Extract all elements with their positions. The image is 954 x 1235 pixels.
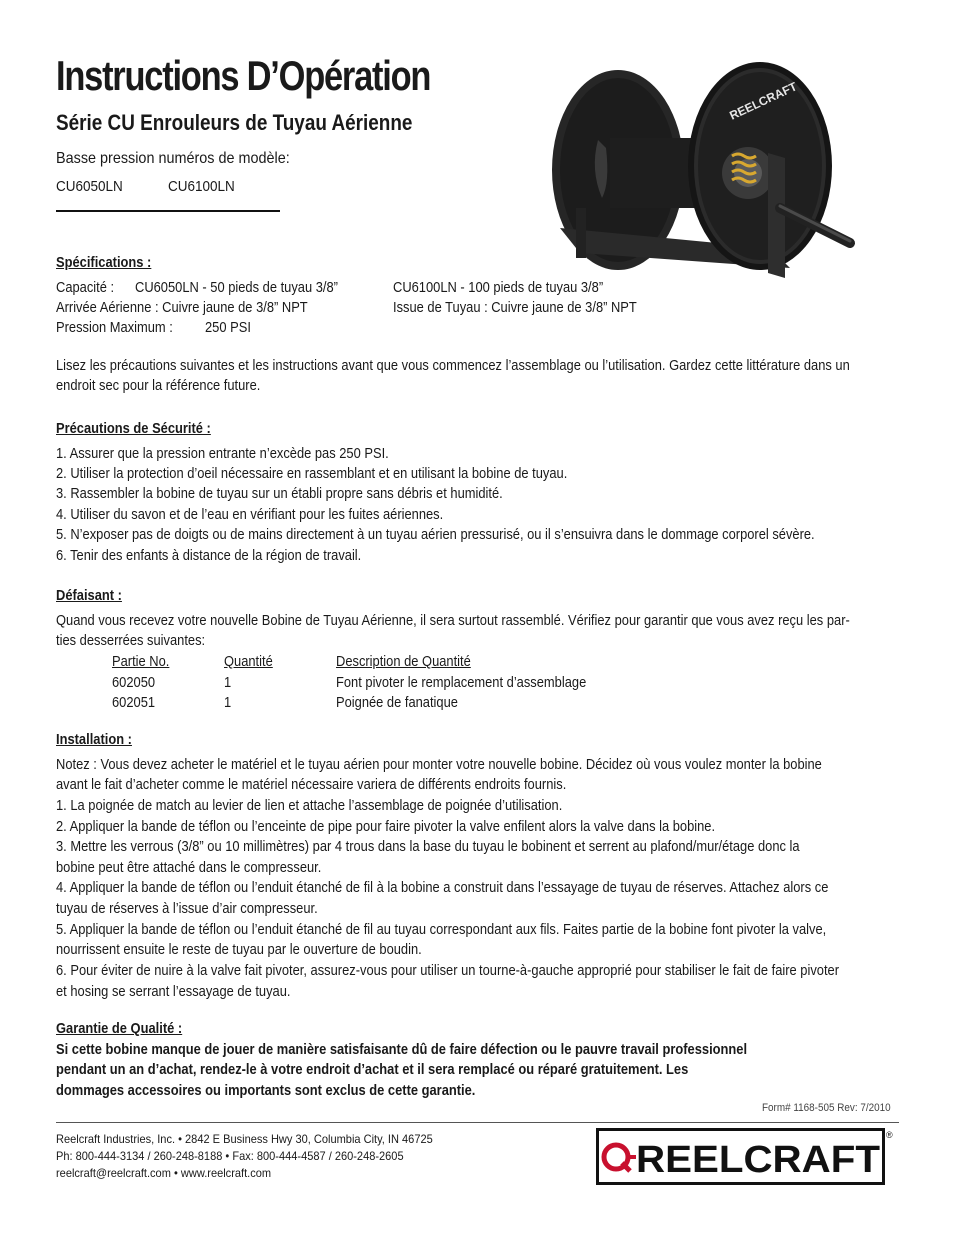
spec-pressure-value: 250 PSI [205,319,251,336]
safety-item: 6. Tenir des enfants à distance de la région de travail. [56,547,362,564]
models-label: Basse pression numéros de modèle: [56,150,290,167]
model-number: CU6050LN [56,178,123,195]
installation-line: nourrissent ensuite le reste de tuyau par le ouverture de boudin. [56,941,422,958]
spec-capacity-a: CU6050LN - 50 pieds de tuyau 3/8” [135,279,338,296]
installation-line: 1. La poignée de match au levier de lien et attache l’assemblage de poignée d’utilisation. [56,797,563,814]
title-divider [56,210,280,212]
page-subtitle: Série CU Enrouleurs de Tuyau Aérienne [56,110,413,135]
spec-outlet: Issue de Tuyau : Cuivre jaune de 3/8” NPT [393,299,637,316]
safety-item: 4. Utiliser du savon et de l’eau en vérifiant pour les fuites aériennes. [56,506,444,523]
spec-capacity-b: CU6100LN - 100 pieds de tuyau 3/8” [393,279,604,296]
parts-table-cell: 1 [224,674,232,691]
intro-line: endroit sec pour la référence future. [56,377,261,394]
spec-inlet: Arrivée Aérienne : Cuivre jaune de 3/8” NPT [56,299,308,316]
safety-item: 2. Utiliser la protection d’oeil nécessaire en rassemblant et en utilisant la bobine de tuyau. [56,465,568,482]
reel-brand-text: REELCRAFT [727,79,800,123]
parts-table-cell: 1 [224,694,232,711]
footer-web: reelcraft@reelcraft.com • www.reelcraft.com [56,1166,272,1180]
installation-line: 6. Pour éviter de nuire à la valve fait pivoter, assurez-vous pour utiliser un tourne-à-gauche approprié pour stabiliser le fait de faire pivoter [56,962,840,979]
registered-mark: ® [886,1130,893,1140]
parts-table-header: Quantité [224,653,273,670]
footer-address: Reelcraft Industries, Inc. • 2842 E Business Hwy 30, Columbia City, IN 46725 [56,1132,433,1146]
installation-line: 5. Appliquer la bande de téflon ou l’enduit étanché de fil au tuyau correspondant aux fils. Faites partie de la bobine font pivoter la valve, [56,921,827,938]
specs-heading: Spécifications : [56,254,152,271]
installation-line: bobine peut être attaché dans le compresseur. [56,859,322,876]
default-line: Quand vous recevez votre nouvelle Bobine de Tuyau Aérienne, il sera surtout rassemblé. Vérifiez pour garantir que vous avez reçu les par- [56,612,850,629]
installation-line: Notez : Vous devez acheter le matériel et le tuyau aérien pour monter votre nouvelle bobine. Décidez où vous voulez monter la bobine [56,756,822,773]
warranty-line: pendant un an d’achat, rendez-le à votre endroit d’achat et il sera remplacé ou réparé gratuitement. Les [56,1061,689,1078]
intro-line: Lisez les précautions suivantes et les instructions avant que vous commencez l’assemblage ou l’utilisation. Gardez cette littérature dans un [56,357,850,374]
hose-reel-image [540,58,865,293]
installation-line: 2. Appliquer la bande de téflon ou l’enceinte de pipe pour faire pivoter la valve enfilent alors la valve dans la bobine. [56,818,716,835]
parts-table-cell: 602051 [112,694,156,711]
parts-table-header: Description de Quantité [336,653,471,670]
safety-item: 3. Rassembler la bobine de tuyau sur un établi propre sans débris et humidité. [56,485,503,502]
safety-item: 5. N’exposer pas de doigts ou de mains directement à un tuyau aérien pressurisé, ou il s’ensuivra dans le dommage corporel sévère. [56,526,815,543]
page-title: Instructions D’Opération [56,52,431,99]
form-number: Form# 1168-505 Rev: 7/2010 [762,1102,891,1114]
installation-heading: Installation : [56,731,132,748]
installation-line: tuyau de réserves à l’issue d’air compresseur. [56,900,318,917]
installation-line: et hosing se serrant l’essayage de tuyau. [56,983,291,1000]
installation-line: 3. Mettre les verrous (3/8” ou 10 millimètres) par 4 trous dans la base du tuyau le bobinent et serrent au plafond/mur/étage donc la [56,838,800,855]
footer-phone: Ph: 800-444-3134 / 260-248-8188 • Fax: 800-444-4587 / 260-248-2605 [56,1149,404,1163]
safety-item: 1. Assurer que la pression entrante n’excède pas 250 PSI. [56,445,389,462]
warranty-heading: Garantie de Qualité : [56,1020,183,1037]
reelcraft-logo [596,1128,896,1186]
parts-table-cell: Poignée de fanatique [336,694,458,711]
installation-line: 4. Appliquer la bande de téflon ou l’enduit étanché de fil à la bobine a construit dans l’essayage de tuyau de réserves. Attachez alors ce [56,879,829,896]
default-line: ties desserrées suivantes: [56,632,206,649]
spec-pressure-label: Pression Maximum : [56,319,173,336]
parts-table-cell: Font pivoter le remplacement d’assemblage [336,674,587,691]
footer-divider [56,1122,899,1123]
parts-table-header: Partie No. [112,653,170,670]
safety-heading: Précautions de Sécurité : [56,420,211,437]
warranty-line: Si cette bobine manque de jouer de manière satisfaisante dû de faire défection ou le pauvre travail professionnel [56,1041,748,1058]
installation-line: avant le fait d’acheter comme le matériel nécessaire variera de différents endroits fournis. [56,776,567,793]
spec-capacity-label: Capacité : [56,279,115,296]
warranty-line: dommages accessoires ou importants sont exclus de cette garantie. [56,1082,476,1099]
logo-text: REELCRAFT [636,1139,880,1181]
parts-table-cell: 602050 [112,674,156,691]
model-number: CU6100LN [168,178,235,195]
default-heading: Défaisant : [56,587,122,604]
